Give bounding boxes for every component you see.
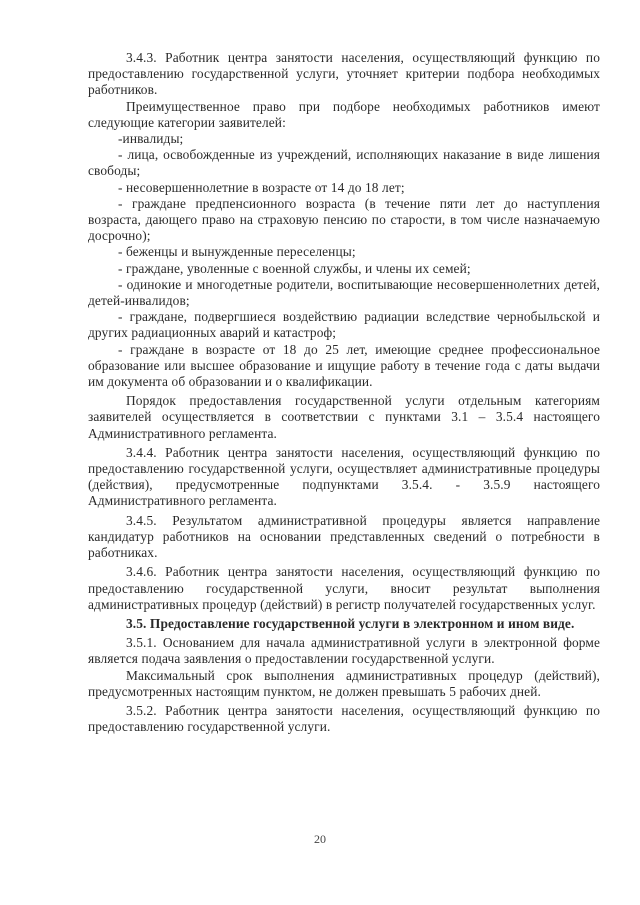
list-item-pre-retirement: - граждане предпенсионного возраста (в течение пяти лет до наступления возраста, дающего право на страховую пенсию по старости, в том числе назначаемую досрочно); — [88, 195, 600, 244]
list-item-radiation: - граждане, подвергшиеся воздействию радиации вследствие чернобыльской и других радиационных аварий и катастроф; — [88, 309, 600, 341]
paragraph-max-term: Максимальный срок выполнения административных процедур (действий), предусмотренных настоящим пунктом, не должен превышать 5 рабочих дней. — [88, 667, 600, 699]
paragraph-3-4-3: 3.4.3. Работник центра занятости населения, осуществляющий функцию по предоставлению государственной услуги, уточняет критерии подбора необходимых работников. — [88, 50, 600, 98]
paragraph-3-5-1: 3.5.1. Основанием для начала административной услуги в электронной форме является подача заявления о предоставлении государственной услуги. — [88, 635, 600, 667]
list-item-parents: - одинокие и многодетные родители, воспитывающие несовершеннолетних детей, детей-инвалидов; — [88, 276, 600, 309]
page-number: 20 — [314, 832, 326, 846]
paragraph-3-4-5: 3.4.5. Результатом административной процедуры является направление кандидатур работников на основании представленных сведений о потребности в работниках. — [88, 512, 600, 561]
paragraph-3-5-2: 3.5.2. Работник центра занятости населения, осуществляющий функцию по предоставлению государственной услуги. — [88, 702, 600, 735]
paragraph-3-4-6: 3.4.6. Работник центра занятости населения, осуществляющий функцию по предоставлению государственной услуги, вносит результат выполнения административных процедур (действий) в регистр получателей государственных услуг. — [88, 564, 600, 612]
section-heading-3-5: 3.5. Предоставление государственной услуги в электронном и ином виде. — [126, 615, 575, 631]
list-item-minors: - несовершеннолетние в возрасте от 14 до 18 лет; — [118, 179, 405, 195]
list-item-military: - граждане, уволенные с военной службы, и члены их семей; — [118, 260, 471, 276]
list-item-refugees: - беженцы и вынужденные переселенцы; — [118, 244, 356, 260]
list-item-released: - лица, освобожденные из учреждений, исполняющих наказание в виде лишения свободы; — [88, 147, 600, 179]
paragraph-priority-right: Преимущественное право при подборе необходимых работников имеют следующие категории заявителей: — [88, 98, 600, 130]
paragraph-3-4-4: 3.4.4. Работник центра занятости населения, осуществляющий функцию по предоставлению государственной услуги, осуществляет административные процедуры (действия), предусмотренные подпунктами 3.5.4. - 3.5.9 настоящего Административного регламента. — [88, 444, 600, 509]
list-item-disabled: -инвалиды; — [118, 131, 184, 147]
paragraph-procedure-order: Порядок предоставления государственной услуги отдельным категориям заявителей осуществляется в соответствии с пунктами 3.1 – 3.5.4 настоящего Административного регламента. — [88, 393, 600, 441]
list-item-young-graduates: - граждане в возрасте от 18 до 25 лет, имеющие среднее профессиональное образование или высшее образование и ищущие работу в течение года с даты выдачи им документа об образовании и о квалификации. — [88, 341, 600, 390]
